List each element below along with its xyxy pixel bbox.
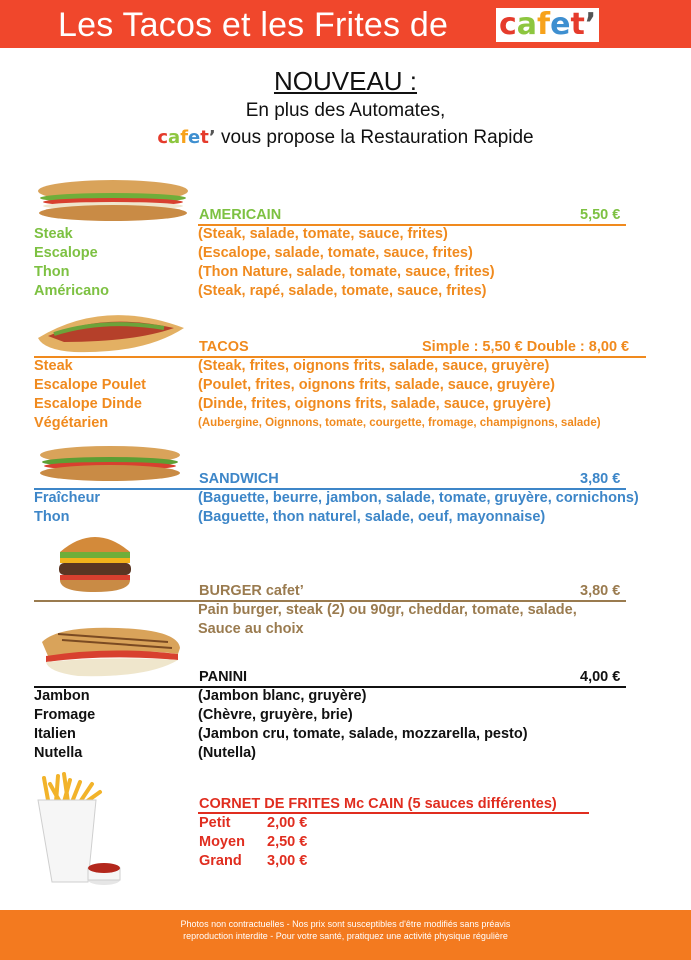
panini-item-desc: (Nutella) bbox=[198, 745, 256, 761]
footer-line1: Photos non contractuelles - Nos prix sont susceptibles d'être modifiés sans préavis bbox=[180, 919, 511, 929]
burger-title: BURGER cafet’ bbox=[199, 583, 304, 599]
frites-divider bbox=[198, 812, 589, 814]
page-title: Les Tacos et les Frites de bbox=[58, 6, 449, 44]
panini-image bbox=[38, 622, 184, 680]
panini-item-desc: (Jambon blanc, gruyère) bbox=[198, 688, 367, 704]
panini-item-name: Fromage bbox=[34, 707, 96, 723]
americain-item-desc: (Steak, rapé, salade, tomate, sauce, frites) bbox=[198, 283, 487, 299]
tacos-item-desc: (Aubergine, Oignnons, tomate, courgette, fromage, champignons, salade) bbox=[198, 417, 601, 429]
intro-line2: cafet’ vous propose la Restauration Rapide bbox=[157, 127, 534, 148]
tacos-item-name: Escalope Dinde bbox=[34, 396, 142, 412]
burger-desc: Sauce au choix bbox=[198, 621, 304, 637]
tacos-item-desc: (Dinde, frites, oignons frits, salade, sauce, gruyère) bbox=[198, 396, 551, 412]
americain-item-name: Escalope bbox=[34, 245, 98, 261]
fries-image bbox=[34, 772, 126, 894]
americain-item-name: Thon bbox=[34, 264, 70, 280]
tacos-item-desc: (Poulet, frites, oignons frits, salade, sauce, gruyère) bbox=[198, 377, 555, 393]
panini-item-name: Nutella bbox=[34, 745, 83, 761]
tacos-image bbox=[34, 306, 188, 354]
frites-size-name: Petit bbox=[199, 815, 231, 831]
panini-item-desc: (Jambon cru, tomate, salade, mozzarella, pesto) bbox=[198, 726, 528, 742]
frites-size-price: 2,00 € bbox=[267, 815, 308, 831]
intro-line1: En plus des Automates, bbox=[245, 100, 446, 121]
burger-image bbox=[56, 528, 134, 596]
americain-item-name: Steak bbox=[34, 226, 73, 242]
americain-price: 5,50 € bbox=[580, 207, 621, 223]
footer bbox=[0, 910, 691, 960]
cafet-logo-small: cafet’ bbox=[157, 127, 216, 148]
burger-price: 3,80 € bbox=[580, 583, 621, 599]
tacos-item-name: Végétarien bbox=[34, 415, 109, 431]
sandwich-item-name: Thon bbox=[34, 509, 70, 525]
americain-title: AMERICAIN bbox=[199, 207, 282, 223]
cafet-logo: cafet’ bbox=[496, 8, 599, 42]
panini-item-name: Italien bbox=[34, 726, 76, 742]
frites-size-price: 2,50 € bbox=[267, 834, 308, 850]
frites-size-name: Grand bbox=[199, 853, 242, 869]
headline: NOUVEAU : bbox=[273, 66, 418, 96]
tacos-title: TACOS bbox=[199, 339, 249, 355]
americain-item-desc: (Steak, salade, tomate, sauce, frites) bbox=[198, 226, 448, 242]
sandwich-price: 3,80 € bbox=[580, 471, 621, 487]
frites-size-price: 3,00 € bbox=[267, 853, 308, 869]
panini-item-name: Jambon bbox=[34, 688, 90, 704]
americain-sandwich-image bbox=[36, 178, 190, 222]
panini-title: PANINI bbox=[199, 669, 248, 685]
tacos-item-desc: (Steak, frites, oignons frits, salade, sauce, gruyère) bbox=[198, 358, 550, 374]
tacos-item-name: Escalope Poulet bbox=[34, 377, 147, 393]
panini-price: 4,00 € bbox=[580, 669, 621, 685]
footer-line2: reproduction interdite - Pour votre santé, pratiquez une activité physique régulière bbox=[183, 931, 508, 941]
sandwich-item-name: Fraîcheur bbox=[34, 490, 101, 506]
sandwich-image bbox=[38, 443, 182, 483]
frites-title: CORNET DE FRITES Mc CAIN (5 sauces différentes) bbox=[199, 796, 557, 812]
panini-item-desc: (Chèvre, gruyère, brie) bbox=[198, 707, 353, 723]
tacos-item-name: Steak bbox=[34, 358, 73, 374]
sandwich-title: SANDWICH bbox=[199, 471, 279, 487]
sandwich-item-desc: (Baguette, thon naturel, salade, oeuf, mayonnaise) bbox=[198, 509, 546, 525]
americain-item-desc: (Thon Nature, salade, tomate, sauce, frites) bbox=[198, 264, 495, 280]
burger-desc: Pain burger, steak (2) ou 90gr, cheddar, tomate, salade, bbox=[198, 602, 577, 618]
sandwich-item-desc: (Baguette, beurre, jambon, salade, tomate, gruyère, cornichons) bbox=[198, 490, 639, 506]
americain-item-desc: (Escalope, salade, tomate, sauce, frites) bbox=[198, 245, 473, 261]
frites-size-name: Moyen bbox=[199, 834, 245, 850]
title-bar bbox=[0, 0, 691, 48]
americain-item-name: Américano bbox=[34, 283, 109, 299]
tacos-price: Simple : 5,50 € Double : 8,00 € bbox=[422, 339, 630, 355]
